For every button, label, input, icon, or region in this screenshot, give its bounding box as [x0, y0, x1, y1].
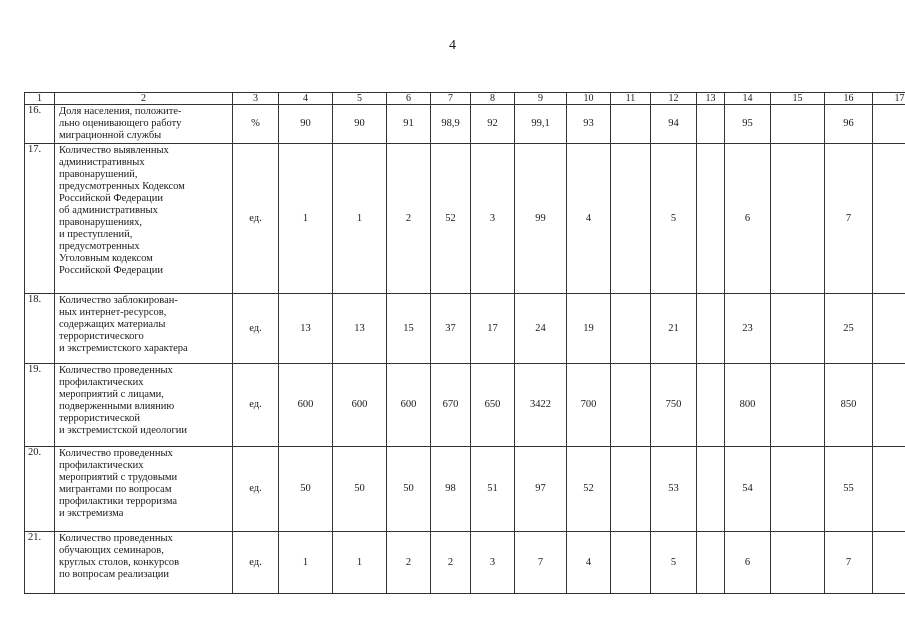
column-header-17: 17 — [873, 93, 905, 105]
value-cell-col-4: 50 — [279, 447, 333, 532]
table-row — [25, 364, 905, 447]
value-cell-col-17 — [873, 294, 905, 364]
value-cell-col-14: 6 — [725, 144, 771, 294]
column-header-6: 6 — [387, 93, 431, 105]
value-cell-col-4: 600 — [279, 364, 333, 447]
table-row — [25, 294, 905, 364]
value-cell-col-17 — [873, 364, 905, 447]
value-cell-col-8: 17 — [471, 294, 515, 364]
row-number-cell: 16. — [25, 105, 55, 144]
table-row — [25, 144, 905, 294]
value-cell-col-6: 2 — [387, 532, 431, 594]
value-cell-col-16: 7 — [825, 532, 873, 594]
unit-cell: ед. — [233, 144, 279, 294]
value-cell-col-14: 800 — [725, 364, 771, 447]
value-cell-col-8: 3 — [471, 144, 515, 294]
row-number-cell: 20. — [25, 447, 55, 532]
value-cell-col-5: 600 — [333, 364, 387, 447]
row-number-cell: 18. — [25, 294, 55, 364]
value-cell-col-4: 90 — [279, 105, 333, 144]
value-cell-col-7: 52 — [431, 144, 471, 294]
column-header-2: 2 — [55, 93, 233, 105]
value-cell-col-15 — [771, 144, 825, 294]
value-cell-col-7: 98,9 — [431, 105, 471, 144]
value-cell-col-15 — [771, 532, 825, 594]
value-cell-col-13 — [697, 447, 725, 532]
unit-cell: % — [233, 105, 279, 144]
value-cell-col-15 — [771, 294, 825, 364]
column-header-5: 5 — [333, 93, 387, 105]
value-cell-col-17 — [873, 105, 905, 144]
value-cell-col-17 — [873, 144, 905, 294]
indicator-name-cell: Количество проведенных профилактических мероприятий с лицами, подверженными влиянию террористической и экстремистской идеологии — [55, 364, 233, 447]
value-cell-col-15 — [771, 364, 825, 447]
unit-cell: ед. — [233, 294, 279, 364]
unit-cell: ед. — [233, 532, 279, 594]
value-cell-col-15 — [771, 105, 825, 144]
value-cell-col-8: 92 — [471, 105, 515, 144]
indicator-name-cell: Количество проведенных обучающих семинаров, круглых столов, конкурсов по вопросам реализации — [55, 532, 233, 594]
value-cell-col-13 — [697, 105, 725, 144]
value-cell-col-5: 1 — [333, 532, 387, 594]
column-header-1: 1 — [25, 93, 55, 105]
value-cell-col-13 — [697, 294, 725, 364]
value-cell-col-14: 6 — [725, 532, 771, 594]
value-cell-col-17 — [873, 532, 905, 594]
value-cell-col-10: 4 — [567, 532, 611, 594]
column-header-8: 8 — [471, 93, 515, 105]
indicator-name-cell: Количество заблокирован- ных интернет-ресурсов, содержащих материалы террористического и экстремистского характера — [55, 294, 233, 364]
indicator-name-cell: Доля населения, положите- льно оценивающего работу миграционной службы — [55, 105, 233, 144]
value-cell-col-8: 51 — [471, 447, 515, 532]
row-number-cell: 19. — [25, 364, 55, 447]
indicator-name-cell: Количество проведенных профилактических мероприятий с трудовыми мигрантами по вопросам профилактики терроризма и экстремизма — [55, 447, 233, 532]
value-cell-col-10: 52 — [567, 447, 611, 532]
row-number-cell: 17. — [25, 144, 55, 294]
value-cell-col-12: 94 — [651, 105, 697, 144]
column-header-12: 12 — [651, 93, 697, 105]
value-cell-col-5: 1 — [333, 144, 387, 294]
table-body — [25, 93, 905, 594]
value-cell-col-4: 1 — [279, 144, 333, 294]
column-header-3: 3 — [233, 93, 279, 105]
value-cell-col-10: 700 — [567, 364, 611, 447]
indicator-table — [24, 92, 905, 594]
value-cell-col-8: 650 — [471, 364, 515, 447]
value-cell-col-13 — [697, 364, 725, 447]
unit-cell: ед. — [233, 364, 279, 447]
value-cell-col-14: 54 — [725, 447, 771, 532]
column-header-4: 4 — [279, 93, 333, 105]
value-cell-col-16: 96 — [825, 105, 873, 144]
value-cell-col-10: 19 — [567, 294, 611, 364]
value-cell-col-6: 15 — [387, 294, 431, 364]
value-cell-col-6: 91 — [387, 105, 431, 144]
header-row — [25, 93, 905, 105]
value-cell-col-7: 37 — [431, 294, 471, 364]
value-cell-col-7: 670 — [431, 364, 471, 447]
value-cell-col-11 — [611, 144, 651, 294]
column-header-10: 10 — [567, 93, 611, 105]
value-cell-col-8: 3 — [471, 532, 515, 594]
value-cell-col-16: 7 — [825, 144, 873, 294]
value-cell-col-6: 50 — [387, 447, 431, 532]
value-cell-col-5: 90 — [333, 105, 387, 144]
value-cell-col-11 — [611, 364, 651, 447]
value-cell-col-6: 600 — [387, 364, 431, 447]
value-cell-col-10: 4 — [567, 144, 611, 294]
column-header-7: 7 — [431, 93, 471, 105]
column-header-11: 11 — [611, 93, 651, 105]
column-header-9: 9 — [515, 93, 567, 105]
page-number: 4 — [449, 38, 456, 53]
value-cell-col-12: 21 — [651, 294, 697, 364]
value-cell-col-14: 95 — [725, 105, 771, 144]
column-header-14: 14 — [725, 93, 771, 105]
value-cell-col-14: 23 — [725, 294, 771, 364]
value-cell-col-4: 1 — [279, 532, 333, 594]
column-header-13: 13 — [697, 93, 725, 105]
value-cell-col-15 — [771, 447, 825, 532]
table-row — [25, 105, 905, 144]
value-cell-col-13 — [697, 144, 725, 294]
indicator-table-wrap — [24, 92, 905, 594]
column-header-15: 15 — [771, 93, 825, 105]
value-cell-col-10: 93 — [567, 105, 611, 144]
value-cell-col-16: 850 — [825, 364, 873, 447]
row-number-cell: 21. — [25, 532, 55, 594]
table-row — [25, 447, 905, 532]
value-cell-col-12: 5 — [651, 144, 697, 294]
value-cell-col-5: 13 — [333, 294, 387, 364]
value-cell-col-12: 53 — [651, 447, 697, 532]
unit-cell: ед. — [233, 447, 279, 532]
value-cell-col-5: 50 — [333, 447, 387, 532]
value-cell-col-9: 97 — [515, 447, 567, 532]
value-cell-col-9: 99 — [515, 144, 567, 294]
value-cell-col-9: 24 — [515, 294, 567, 364]
value-cell-col-7: 98 — [431, 447, 471, 532]
value-cell-col-7: 2 — [431, 532, 471, 594]
column-header-16: 16 — [825, 93, 873, 105]
indicator-name-cell: Количество выявленных административных правонарушений, предусмотренных Кодексом Российской Федерации об административных правонарушениях, и преступлений, предусмотренных Уголовным кодексом Российской Федерации — [55, 144, 233, 294]
value-cell-col-11 — [611, 447, 651, 532]
value-cell-col-12: 5 — [651, 532, 697, 594]
value-cell-col-11 — [611, 532, 651, 594]
value-cell-col-16: 55 — [825, 447, 873, 532]
value-cell-col-16: 25 — [825, 294, 873, 364]
value-cell-col-4: 13 — [279, 294, 333, 364]
value-cell-col-9: 7 — [515, 532, 567, 594]
value-cell-col-17 — [873, 447, 905, 532]
table-row — [25, 532, 905, 594]
value-cell-col-6: 2 — [387, 144, 431, 294]
value-cell-col-9: 3422 — [515, 364, 567, 447]
value-cell-col-11 — [611, 294, 651, 364]
value-cell-col-9: 99,1 — [515, 105, 567, 144]
value-cell-col-11 — [611, 105, 651, 144]
value-cell-col-12: 750 — [651, 364, 697, 447]
value-cell-col-13 — [697, 532, 725, 594]
